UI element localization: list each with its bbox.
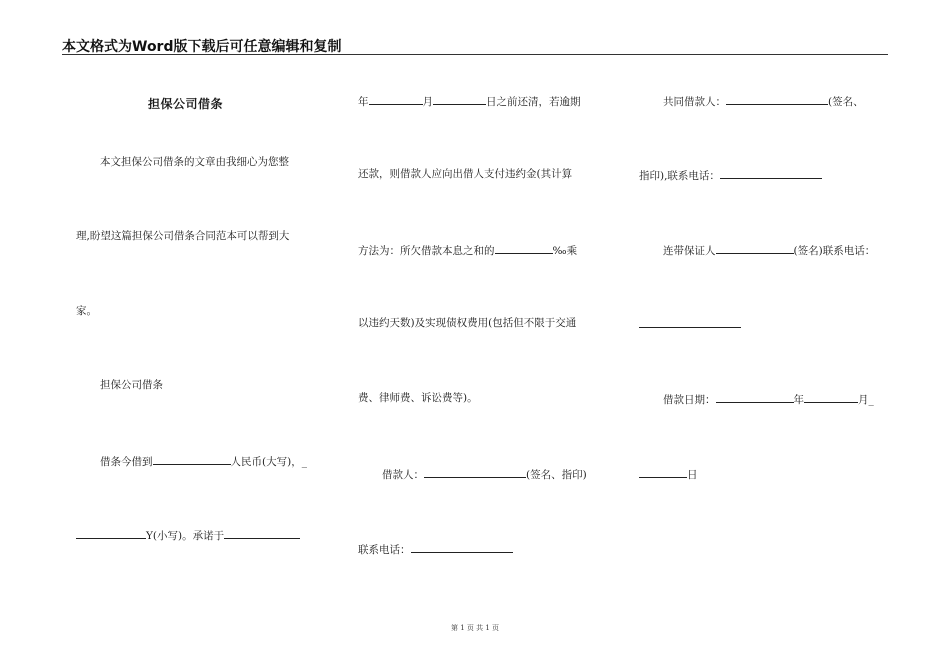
- col3-line5-text-b: 年: [793, 394, 804, 406]
- col3-line4: [639, 316, 741, 332]
- col1-line3: 家。: [76, 305, 97, 317]
- col1-line6-text-a: Y(小写)。承诺于: [146, 530, 225, 542]
- blank-lender-name: [153, 453, 231, 465]
- col3-line5-text-c: 月_: [858, 394, 874, 406]
- col3-line3-text-b: (签名)联系电话：: [793, 245, 876, 257]
- col1-line5-text-b: 人民币(大写)，_: [230, 456, 307, 468]
- blank-loan-month: [804, 391, 858, 403]
- col2-line6-text-a: 借款人：: [382, 469, 424, 481]
- blank-coborrower-phone: [720, 167, 822, 179]
- blank-amount-lowercase: [76, 527, 146, 539]
- col3-line2-text-a: 指印),联系电话：: [639, 170, 720, 182]
- blank-loan-day: [639, 466, 687, 478]
- col2-line7: [358, 541, 513, 557]
- col2-line1-text-b: 月: [422, 96, 433, 108]
- col3-line5-text-a: 借款日期：: [663, 394, 716, 406]
- col3-line2: [639, 167, 822, 183]
- col2-line3-text-a: 方法为：所欠借款本息之和的: [358, 245, 495, 257]
- col2-line4: 以违约天数)及实现债权费用(包括但不限于交通: [358, 317, 577, 329]
- col2-line3-text-b: ‰乘: [552, 245, 578, 257]
- col2-line5: 费、律师费、诉讼费等)。: [358, 392, 478, 404]
- col1-line6: [76, 527, 300, 543]
- col1-line1: 本文担保公司借条的文章由我细心为您整: [100, 156, 289, 168]
- col2-line6: [382, 466, 587, 482]
- col3-line3-text-a: 连带保证人: [663, 245, 716, 257]
- page-header: 本文格式为Word版下载后可任意编辑和复制: [62, 39, 342, 55]
- col3-line1-text-a: 共同借款人：: [663, 96, 726, 108]
- col2-line6-text-b: (签名、指印): [526, 469, 587, 481]
- blank-borrower-phone: [411, 541, 513, 553]
- col3-line6: [639, 466, 698, 482]
- col2-line1: [358, 93, 581, 109]
- col2-line1-text-a: 年: [358, 96, 369, 108]
- col3-line5: [663, 391, 874, 407]
- col2-line2: 还款，则借款人应向出借人支付违约金(其计算: [358, 168, 573, 180]
- col3-line3: [663, 242, 875, 258]
- page-footer: 第 1 页 共 1 页: [450, 624, 500, 632]
- blank-due-day: [433, 93, 486, 105]
- blank-due-month: [369, 93, 423, 105]
- blank-loan-year: [716, 391, 794, 403]
- blank-due-year: [224, 527, 300, 539]
- col2-line1-text-c: 日之前还清，若逾期: [486, 96, 581, 108]
- col2-line3: [358, 242, 577, 258]
- blank-coborrower-signature: [726, 93, 828, 105]
- col1-line5: [100, 453, 307, 469]
- col3-line6-text-b: 日: [687, 469, 698, 481]
- blank-borrower-signature: [424, 466, 526, 478]
- blank-guarantor-signature: [716, 242, 794, 254]
- col2-line7-text-a: 联系电话：: [358, 544, 411, 556]
- blank-penalty-rate: [495, 242, 553, 254]
- col3-line1-text-b: (签名、: [828, 96, 864, 108]
- blank-guarantor-phone: [639, 316, 741, 328]
- col1-line4: 担保公司借条: [100, 379, 163, 391]
- document-title: 担保公司借条: [148, 97, 224, 111]
- header-divider: [62, 54, 888, 55]
- col3-line1: [663, 93, 864, 109]
- col1-line5-text-a: 借条今借到: [100, 456, 153, 468]
- col1-line2: 理,盼望这篇担保公司借条合同范本可以帮到大: [76, 230, 290, 242]
